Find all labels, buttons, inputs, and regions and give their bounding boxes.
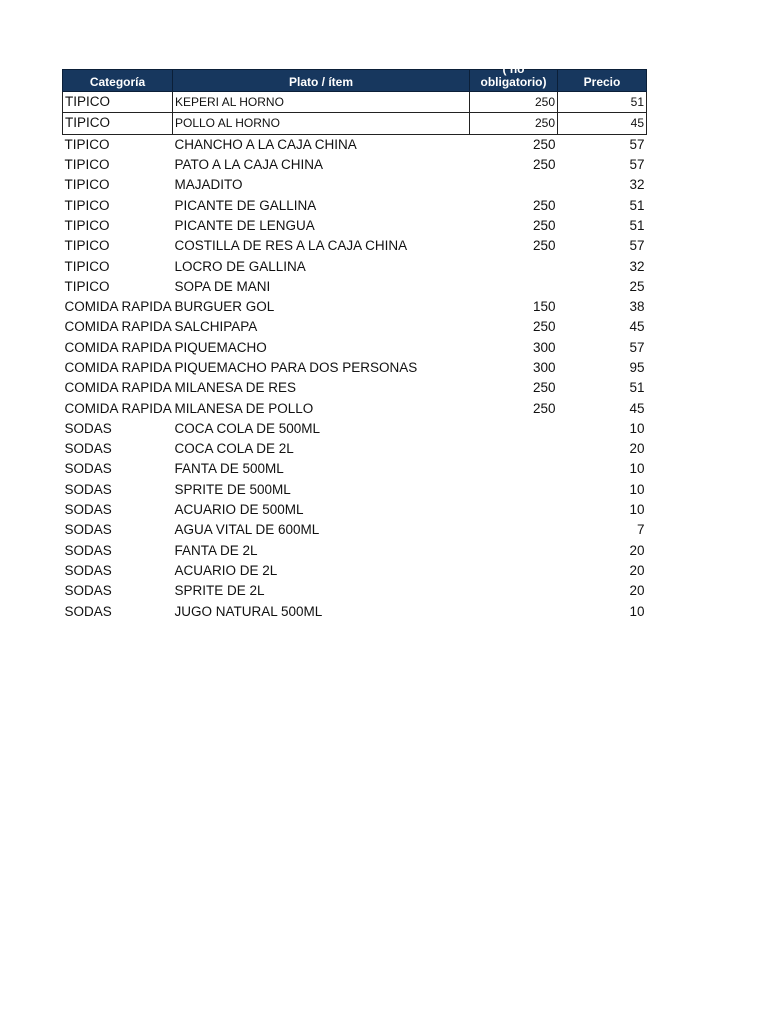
cell-plato[interactable]: SOPA DE MANI	[174, 278, 271, 294]
cell-plato[interactable]: SPRITE DE 2L	[174, 583, 265, 599]
cell-plato[interactable]: ACUARIO DE 500ML	[174, 502, 304, 518]
cell-plato[interactable]: BURGUER GOL	[174, 299, 275, 315]
cell-plato[interactable]: PIQUEMACHO PARA DOS PERSONAS	[174, 360, 418, 375]
column-header-porcion-top: ( no	[502, 62, 525, 76]
table-row	[63, 439, 647, 459]
cell-precio[interactable]: 20	[629, 542, 645, 558]
table-row	[63, 480, 647, 500]
cell-categoria[interactable]: TIPICO	[64, 157, 110, 173]
cell-categoria[interactable]: SODAS	[64, 562, 112, 578]
cell-categoria[interactable]: TIPICO	[64, 258, 110, 274]
cell-categoria[interactable]: COMIDA RAPIDA	[64, 339, 172, 355]
cell-plato[interactable]: LOCRO DE GALLINA	[174, 258, 306, 274]
table-row	[63, 236, 647, 256]
cell-precio[interactable]: 45	[629, 400, 645, 416]
cell-precio[interactable]: 25	[629, 278, 645, 294]
cell-precio[interactable]: 57	[629, 157, 645, 173]
cell-categoria[interactable]: COMIDA RAPIDA	[64, 360, 172, 375]
cell-precio[interactable]: 45	[629, 319, 645, 335]
cell-plato[interactable]: ACUARIO DE 2L	[174, 562, 278, 578]
cell-plato[interactable]: COCA COLA DE 500ML	[174, 420, 321, 436]
cell-porcion[interactable]	[470, 581, 558, 601]
cell-categoria[interactable]: TIPICO	[64, 136, 110, 152]
cell-precio[interactable]: 51	[629, 217, 645, 233]
cell-porcion[interactable]: 250	[532, 400, 556, 416]
cell-plato[interactable]: FANTA DE 500ML	[174, 461, 284, 477]
column-header-precio[interactable]: Precio	[558, 70, 647, 92]
cell-porcion[interactable]: 150	[532, 299, 556, 315]
table-row	[63, 155, 647, 175]
cell-precio[interactable]: 57	[629, 238, 645, 254]
cell-precio[interactable]: 10	[629, 461, 645, 477]
cell-categoria[interactable]: COMIDA RAPIDA	[64, 380, 172, 396]
cell-categoria[interactable]: SODAS	[64, 502, 112, 518]
table-row	[63, 92, 647, 113]
cell-categoria[interactable]: SODAS	[64, 603, 112, 619]
cell-precio[interactable]: 32	[629, 258, 645, 274]
column-header-porcion-bottom: obligatorio)	[480, 75, 547, 89]
cell-porcion[interactable]	[470, 541, 558, 561]
cell-categoria[interactable]: TIPICO	[64, 238, 110, 254]
cell-plato[interactable]: MILANESA DE RES	[174, 380, 297, 396]
cell-precio[interactable]: 20	[629, 583, 645, 599]
cell-porcion[interactable]	[470, 561, 558, 581]
cell-plato[interactable]: MAJADITO	[174, 177, 243, 193]
table-row	[63, 459, 647, 479]
cell-categoria[interactable]: TIPICO	[64, 217, 110, 233]
cell-porcion[interactable]	[470, 256, 558, 276]
cell-plato[interactable]: SALCHIPAPA	[174, 319, 258, 335]
cell-plato[interactable]: CHANCHO A LA CAJA CHINA	[174, 136, 357, 152]
table-row	[63, 419, 647, 439]
cell-precio[interactable]: 95	[629, 360, 645, 375]
cell-plato[interactable]: COCA COLA DE 2L	[174, 441, 294, 457]
cell-categoria[interactable]: SODAS	[64, 420, 112, 436]
cell-porcion[interactable]	[470, 601, 558, 621]
cell-plato[interactable]: PICANTE DE GALLINA	[174, 197, 317, 213]
cell-porcion[interactable]	[470, 500, 558, 520]
table-row	[63, 541, 647, 561]
table-body	[63, 92, 647, 622]
table-row	[63, 338, 647, 358]
table-row	[63, 378, 647, 398]
table-row	[63, 256, 647, 276]
cell-plato[interactable]: POLLO AL HORNO	[173, 113, 470, 134]
cell-porcion[interactable]: 300	[532, 339, 556, 355]
cell-precio[interactable]: 10	[629, 502, 645, 518]
cell-porcion[interactable]: 300	[532, 360, 556, 375]
cell-plato[interactable]: MILANESA DE POLLO	[174, 400, 314, 416]
table-row	[63, 520, 647, 540]
table-row	[63, 561, 647, 581]
cell-porcion[interactable]: 250	[532, 217, 556, 233]
cell-categoria[interactable]: TIPICO	[64, 177, 110, 193]
cell-precio[interactable]: 51	[629, 380, 645, 396]
table-row	[63, 134, 647, 155]
cell-precio[interactable]: 57	[629, 136, 645, 152]
cell-plato[interactable]: FANTA DE 2L	[174, 542, 258, 558]
cell-precio[interactable]: 10	[629, 420, 645, 436]
cell-plato[interactable]: JUGO NATURAL 500ML	[174, 603, 323, 619]
cell-porcion[interactable]: 250	[532, 238, 556, 254]
cell-precio[interactable]: 51	[629, 197, 645, 213]
cell-precio[interactable]: 20	[629, 562, 645, 578]
table-row	[63, 297, 647, 317]
cell-porcion[interactable]: 250	[532, 136, 556, 152]
column-header-categoria[interactable]: Categoría	[63, 70, 173, 92]
cell-porcion[interactable]	[470, 175, 558, 195]
cell-plato[interactable]: SPRITE DE 500ML	[174, 481, 291, 497]
cell-categoria[interactable]: TIPICO	[63, 113, 173, 134]
cell-categoria[interactable]: COMIDA RAPIDA	[64, 299, 172, 315]
cell-porcion[interactable]	[470, 520, 558, 540]
cell-plato[interactable]: KEPERI AL HORNO	[173, 92, 470, 113]
cell-plato[interactable]: AGUA VITAL DE 600ML	[174, 522, 320, 538]
cell-precio[interactable]: 10	[629, 603, 645, 619]
cell-precio[interactable]: 57	[629, 339, 645, 355]
column-header-plato[interactable]: Plato / ítem	[173, 70, 470, 92]
cell-categoria[interactable]: COMIDA RAPIDA	[64, 319, 172, 335]
cell-categoria[interactable]: SODAS	[64, 542, 112, 558]
cell-categoria[interactable]: SODAS	[64, 522, 112, 538]
cell-precio[interactable]: 38	[629, 299, 645, 315]
cell-categoria[interactable]: TIPICO	[64, 278, 110, 294]
table-row	[63, 216, 647, 236]
menu-sheet	[62, 62, 646, 622]
cell-categoria[interactable]: SODAS	[64, 583, 112, 599]
cell-precio[interactable]: 7	[636, 522, 645, 538]
menu-table	[62, 62, 647, 622]
table-row	[63, 358, 647, 378]
column-header-porcion[interactable]	[470, 62, 558, 92]
table-row	[63, 581, 647, 601]
table-row	[63, 398, 647, 418]
cell-plato[interactable]: COSTILLA DE RES A LA CAJA CHINA	[174, 238, 408, 254]
cell-precio[interactable]: 45	[558, 113, 647, 134]
cell-porcion[interactable]: 250	[470, 113, 558, 134]
table-row	[63, 317, 647, 337]
cell-categoria[interactable]: TIPICO	[63, 92, 173, 113]
cell-porcion[interactable]	[470, 480, 558, 500]
table-row	[63, 113, 647, 134]
cell-plato[interactable]: PICANTE DE LENGUA	[174, 217, 315, 233]
cell-porcion[interactable]	[470, 459, 558, 479]
cell-porcion[interactable]	[470, 419, 558, 439]
cell-categoria[interactable]: COMIDA RAPIDA	[64, 400, 172, 416]
cell-porcion[interactable]: 250	[532, 197, 556, 213]
table-row	[63, 277, 647, 297]
cell-precio[interactable]: 32	[629, 177, 645, 193]
table-row	[63, 195, 647, 215]
cell-plato[interactable]: PATO A LA CAJA CHINA	[174, 157, 324, 173]
cell-categoria[interactable]: TIPICO	[64, 197, 110, 213]
cell-plato[interactable]: PIQUEMACHO	[174, 339, 267, 355]
cell-porcion[interactable]: 250	[470, 92, 558, 113]
cell-precio[interactable]: 10	[629, 481, 645, 497]
cell-porcion[interactable]: 250	[532, 319, 556, 335]
cell-precio[interactable]: 51	[558, 92, 647, 113]
cell-porcion[interactable]	[470, 277, 558, 297]
cell-porcion[interactable]: 250	[532, 157, 556, 173]
table-row	[63, 175, 647, 195]
cell-porcion[interactable]: 250	[532, 380, 556, 396]
cell-precio[interactable]: 20	[629, 441, 645, 457]
header-row	[63, 70, 647, 92]
cell-porcion[interactable]	[470, 439, 558, 459]
cell-categoria[interactable]: SODAS	[64, 461, 112, 477]
table-row	[63, 601, 647, 621]
cell-categoria[interactable]: SODAS	[64, 481, 112, 497]
table-row	[63, 500, 647, 520]
cell-categoria[interactable]: SODAS	[64, 441, 112, 457]
